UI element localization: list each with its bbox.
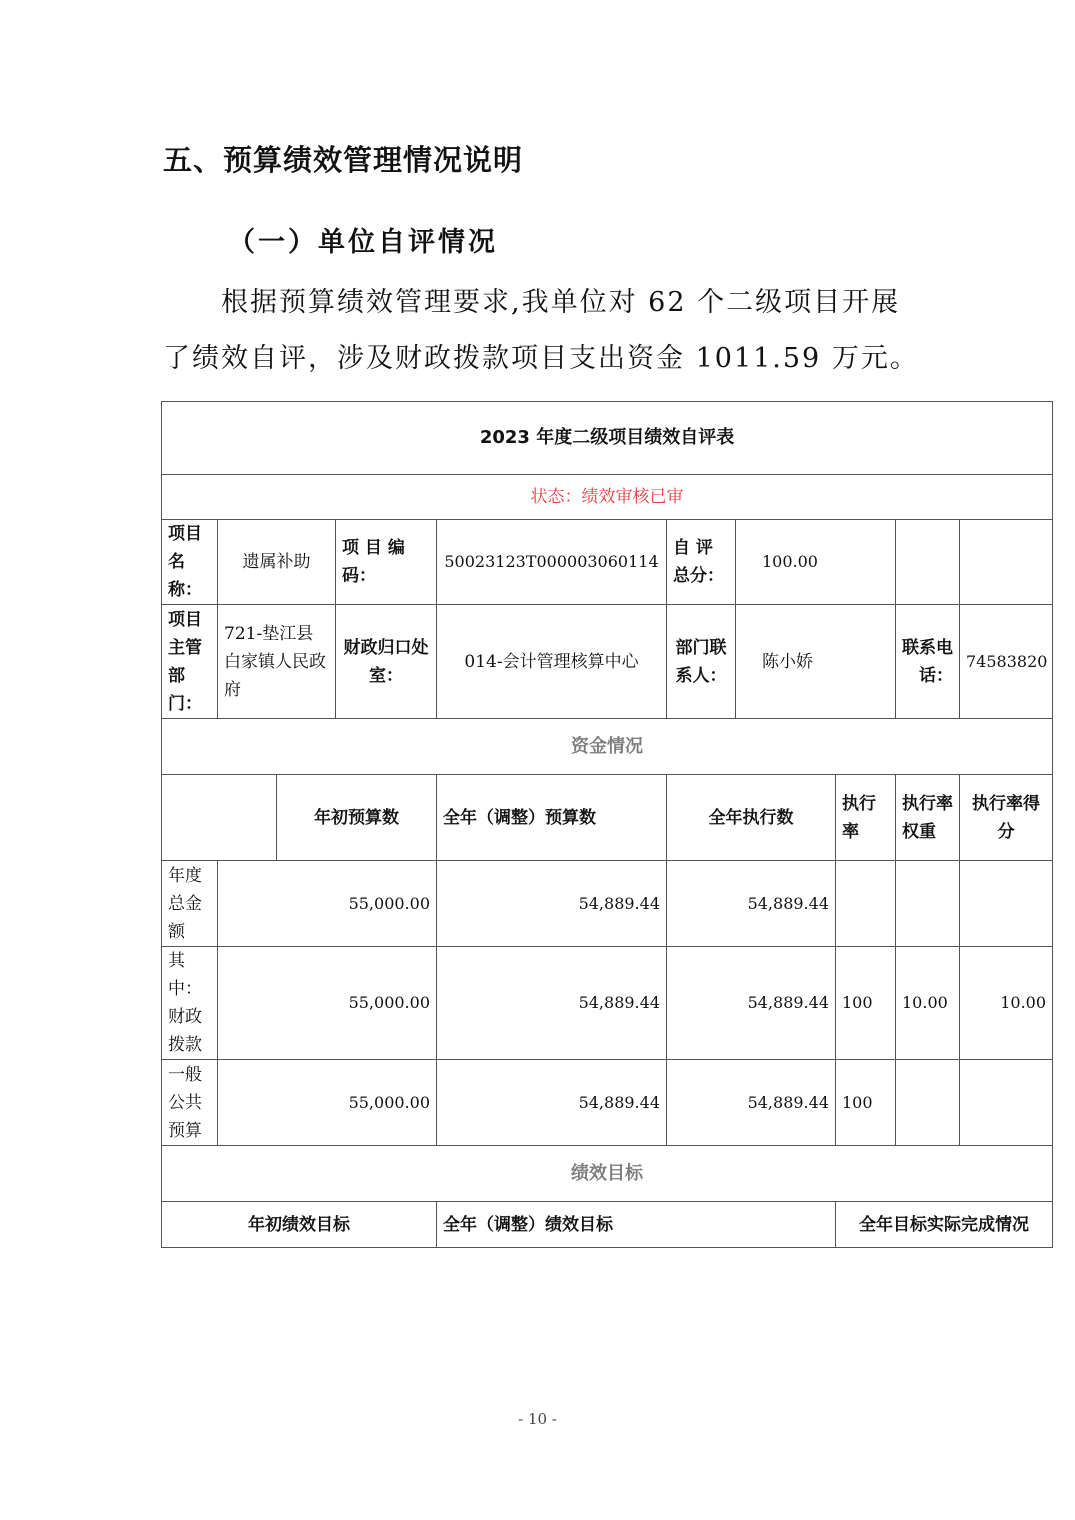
- rate-value: 100: [836, 947, 896, 1060]
- goal-header-adjusted: 全年（调整）绩效目标: [437, 1202, 836, 1248]
- rate-value: 100: [836, 1060, 896, 1146]
- score-label: 自 评总分：: [667, 520, 736, 605]
- initial-budget-value: 55,000.00: [218, 947, 437, 1060]
- rate-value: [836, 861, 896, 947]
- dept-value: 721-垫江县白家镇人民政府: [218, 605, 336, 719]
- goal-header-initial: 年初绩效目标: [162, 1202, 437, 1248]
- table-row: [162, 947, 1053, 1060]
- header-initial-budget: 年初预算数: [277, 775, 437, 861]
- header-adjusted-budget: 全年（调整）预算数: [437, 775, 667, 861]
- phone-value: 74583820: [960, 605, 1053, 719]
- project-name-label: 项目名称：: [162, 520, 218, 605]
- section-heading: 五、预算绩效管理情况说明: [163, 143, 524, 177]
- executed-value: 54,889.44: [667, 861, 836, 947]
- initial-budget-value: 55,000.00: [218, 1060, 437, 1146]
- rate-score-value: 10.00: [960, 947, 1053, 1060]
- header-weight: 执行率权重: [896, 775, 960, 861]
- goals-section-heading: 绩效目标: [162, 1146, 1053, 1202]
- finance-label: 财政归口处室：: [336, 605, 437, 719]
- row-label: 其中：财政拨款: [162, 947, 218, 1060]
- finance-value: 014-会计管理核算中心: [437, 605, 667, 719]
- header-executed: 全年执行数: [667, 775, 836, 861]
- contact-value: 陈小娇: [736, 605, 896, 719]
- weight-value: 10.00: [896, 947, 960, 1060]
- executed-value: 54,889.44: [667, 947, 836, 1060]
- project-name: 遗属补助: [218, 520, 336, 605]
- adjusted-budget-value: 54,889.44: [437, 861, 667, 947]
- empty-cell: [960, 520, 1053, 605]
- rate-score-value: [960, 1060, 1053, 1146]
- phone-label: 联系电话：: [896, 605, 960, 719]
- score-value: 100.00: [736, 520, 896, 605]
- project-code-label: 项 目 编码：: [336, 520, 437, 605]
- self-evaluation-table: [161, 401, 1053, 1248]
- goal-header-actual: 全年目标实际完成情况: [836, 1202, 1053, 1248]
- dept-label: 项目主管部门：: [162, 605, 218, 719]
- contact-label: 部门联系人：: [667, 605, 736, 719]
- project-code: 50023123T000003060114: [437, 520, 667, 605]
- rate-score-value: [960, 861, 1053, 947]
- weight-value: [896, 861, 960, 947]
- table-row: [162, 861, 1053, 947]
- header-rate: 执行率: [836, 775, 896, 861]
- table-row: [162, 1060, 1053, 1146]
- empty-header-cell: [162, 775, 277, 861]
- table-title: 2023 年度二级项目绩效自评表: [162, 402, 1053, 475]
- initial-budget-value: 55,000.00: [218, 861, 437, 947]
- row-label: 一般公共预算: [162, 1060, 218, 1146]
- header-rate-score: 执行率得分: [960, 775, 1053, 861]
- adjusted-budget-value: 54,889.44: [437, 947, 667, 1060]
- intro-paragraph: 根据预算绩效管理要求,我单位对 62 个二级项目开展了绩效自评，涉及财政拨款项目支出资金 1011.59 万元。: [163, 287, 919, 374]
- subsection-heading: （一）单位自评情况: [228, 227, 498, 258]
- status-text: 状态：绩效审核已审: [162, 475, 1053, 520]
- empty-cell: [896, 520, 960, 605]
- weight-value: [896, 1060, 960, 1146]
- adjusted-budget-value: 54,889.44: [437, 1060, 667, 1146]
- page-number: - 10 -: [518, 1410, 557, 1428]
- row-label: 年度总金额: [162, 861, 218, 947]
- executed-value: 54,889.44: [667, 1060, 836, 1146]
- funds-section-heading: 资金情况: [162, 719, 1053, 775]
